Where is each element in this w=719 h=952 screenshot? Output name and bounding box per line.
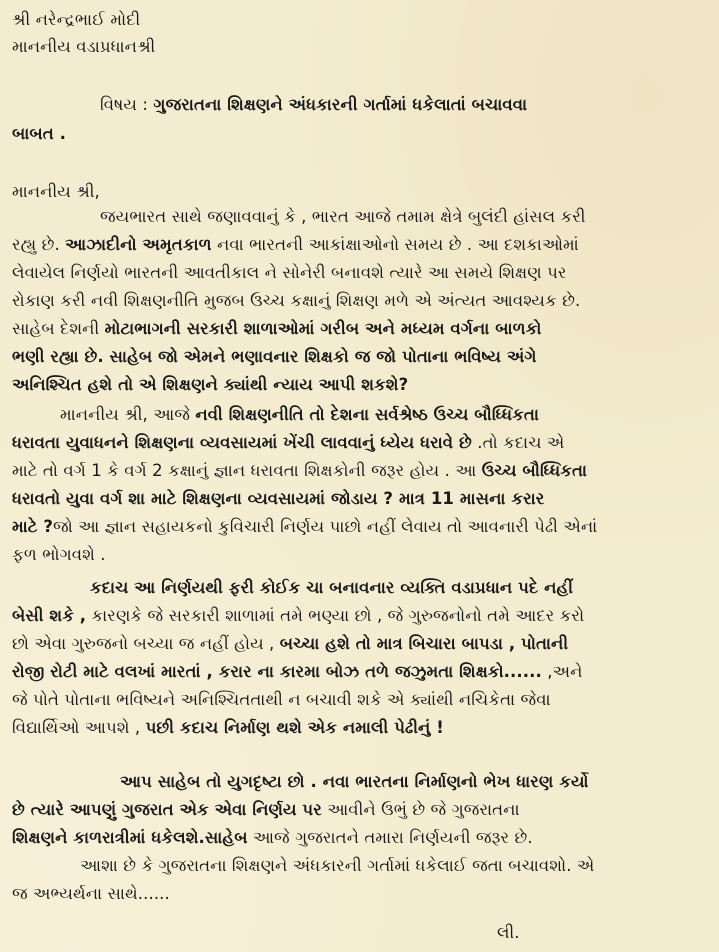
text-line bbox=[12, 459, 709, 483]
text-line bbox=[12, 487, 709, 511]
text-segment: છે ત્યારે આપણું ગુજરાત એક એવા નિર્ણય પર bbox=[12, 800, 322, 819]
subject-line bbox=[100, 93, 709, 117]
text-segment: રહ્યુ છે. bbox=[12, 235, 66, 254]
text-line bbox=[100, 205, 709, 229]
text-line bbox=[12, 882, 709, 906]
text-segment: માટે તો વર્ગ 1 કે વર્ગ 2 કક્ષાનું જ્ઞાન ધરાવતા શિક્ષકોની જરૂર હોય . આ bbox=[12, 461, 482, 480]
text-segment: આશા છે કે ગુજરાતના શિક્ષણને અંધકારની ગર્તામાં ધકેલાઈ જતા બચાવશો. એ bbox=[80, 856, 595, 875]
text-segment: ભણી રહ્યા છે. સાહેબ જો એમને ભણાવનાર શિક્ષકો જ જો પોતાના ભવિષ્ય અંગે bbox=[12, 347, 537, 366]
text-line bbox=[90, 576, 709, 600]
text-segment: આવીને ઉભું છે જે ગુજરાતના bbox=[321, 800, 520, 819]
text-segment: સાહેબ દેશની bbox=[12, 319, 105, 338]
text-segment: ધરાવતો યુવા વર્ગ શા માટે શિક્ષણના વ્યવસાયમાં જોડાય ? માત્ર 11 માસના કરાર bbox=[12, 489, 545, 508]
text-line bbox=[12, 632, 709, 656]
text-segment: ,અને bbox=[541, 662, 583, 681]
text-segment: કારણકે જે સરકારી શાળામાં તમે ભણ્યા છો , જે ગુરુજનોનો તમે આદર કરો bbox=[86, 606, 585, 625]
text-line bbox=[60, 403, 709, 427]
subject-text-cont: બાબત . bbox=[12, 124, 66, 143]
recipient-name: શ્રી નરેન્દ્રભાઈ મોદી bbox=[12, 10, 141, 29]
text-segment: પછી કદાચ નિર્માણ થશે એક નમાલી પેઢીનું ! bbox=[145, 718, 444, 737]
text-line bbox=[12, 660, 709, 684]
text-line bbox=[12, 289, 709, 313]
text-segment: આપ સાહેબ તો યુગદૃષ્ટા છો . નવા ભારતના નિર્માણનો ભેખ ધારણ કર્યો bbox=[120, 772, 589, 791]
text-line bbox=[12, 373, 709, 397]
text-segment: શિક્ષણને કાળરાત્રીમાં ધકેલશે.સાહેબ bbox=[12, 828, 248, 847]
text-segment: .તો કદાચ એ bbox=[471, 433, 565, 452]
text-segment: જયભારત સાથે જણાવવાનું કે , ભારત આજે તમામ ક્ષેત્રે બુલંદી હાંસલ કરી bbox=[100, 207, 586, 226]
text-line bbox=[12, 826, 709, 850]
salutation: માનનીય શ્રી, bbox=[12, 182, 100, 201]
text-line bbox=[12, 688, 709, 712]
text-segment: જો આ જ્ઞાન સહાયકનો કુવિચારી નિર્ણય પાછો નહીં લેવાય તો આવનારી પેઢી એનાં bbox=[53, 517, 598, 536]
text-segment: માનનીય શ્રી, આજે bbox=[60, 405, 196, 424]
text-line bbox=[12, 543, 709, 567]
text-segment: વિદ્યાર્થિઓ આપશે , bbox=[12, 718, 146, 737]
text-line bbox=[12, 515, 709, 539]
text-segment: નવી શિક્ષણનીતિ તો દેશના સર્વશ્રેષ્ઠ ઉચ્ચ બૌધ્ધિકતા bbox=[195, 405, 539, 424]
text-line bbox=[12, 431, 709, 455]
text-segment: ફળ ભોગવશે . bbox=[12, 545, 106, 564]
text-segment: ધરાવતા યુવાધનને શિક્ષણના વ્યવસાયમાં ખેંચી લાવવાનું ધ્યેય ધરાવે છે bbox=[12, 433, 472, 452]
signoff: લી. bbox=[497, 923, 520, 942]
text-line bbox=[80, 854, 709, 878]
text-line bbox=[12, 604, 709, 628]
text-segment: ઉચ્ચ બૌધ્ધિકતા bbox=[481, 461, 588, 480]
text-segment: છો એવા ગુરુજનો બચ્યા જ નહીં હોય , bbox=[12, 634, 280, 653]
text-segment: કદાચ આ નિર્ણયથી ફરી કોઈક ચા બનાવનાર વ્યક્તિ વડાપ્રધાન પદે નહીં bbox=[90, 578, 574, 597]
text-segment: જે પોતે પોતાના ભવિષ્યને અનિશ્ચિતતાથી ન બચાવી શકે એ ક્યાંથી નચિકેતા જેવા bbox=[12, 690, 551, 709]
text-line bbox=[12, 261, 709, 285]
text-line bbox=[12, 233, 709, 257]
text-segment: આજે ગુજરાતને તમારા નિર્ણયની જરૂર છે. bbox=[247, 828, 533, 847]
subject-label: વિષય : bbox=[100, 95, 149, 114]
subject-text: ગુજરાતના શિક્ષણને અંધકારની ગર્તામાં ધકેલાતાં બચાવવા bbox=[153, 95, 528, 114]
text-segment: રોજી રોટી માટે વલખાં મારતાં , કરાર ના કારમા બોઝ તળે જઝુમતા શિક્ષકો...... bbox=[12, 662, 542, 681]
text-segment: રોકાણ કરી નવી શિક્ષણનીતિ મુજબ ઉચ્ચ કક્ષાનું શિક્ષણ મળે એ અંત્યત આવશ્યક છે. bbox=[12, 291, 581, 310]
text-segment: જ અભ્યર્થના સાથે...... bbox=[12, 884, 170, 903]
text-line bbox=[120, 770, 709, 794]
text-segment: મોટાભાગની સરકારી શાળાઓમાં ગરીબ અને મધ્યમ વર્ગના બાળકો bbox=[104, 319, 542, 338]
text-line bbox=[12, 798, 709, 822]
text-segment: અનિશ્ચિત હશે તો એ શિક્ષણને ક્યાંથી ન્યાય આપી શકશે? bbox=[12, 375, 409, 394]
text-segment: બચ્ચા હશે તો માત્ર બિચારા બાપડા , પોતાની bbox=[279, 634, 569, 653]
text-segment: બેસી શકે , bbox=[12, 606, 87, 625]
text-segment: લેવાયેલ નિર્ણયો ભારતની આવતીકાલ ને સોનેરી બનાવશે ત્યારે આ સમયે શિક્ષણ પર bbox=[12, 263, 567, 282]
recipient-title: માનનીય વડાપ્રધાનશ્રી bbox=[12, 37, 156, 56]
text-line bbox=[12, 317, 709, 341]
text-segment: માટે ? bbox=[12, 517, 54, 536]
text-segment: નવા ભારતની આકાંક્ષાઓનો સમય છે . આ દશકાઓમાં bbox=[211, 235, 579, 254]
text-segment: આઝાદીનો અમૃતકાળ bbox=[65, 235, 212, 254]
text-line bbox=[12, 345, 709, 369]
text-line bbox=[12, 716, 709, 740]
